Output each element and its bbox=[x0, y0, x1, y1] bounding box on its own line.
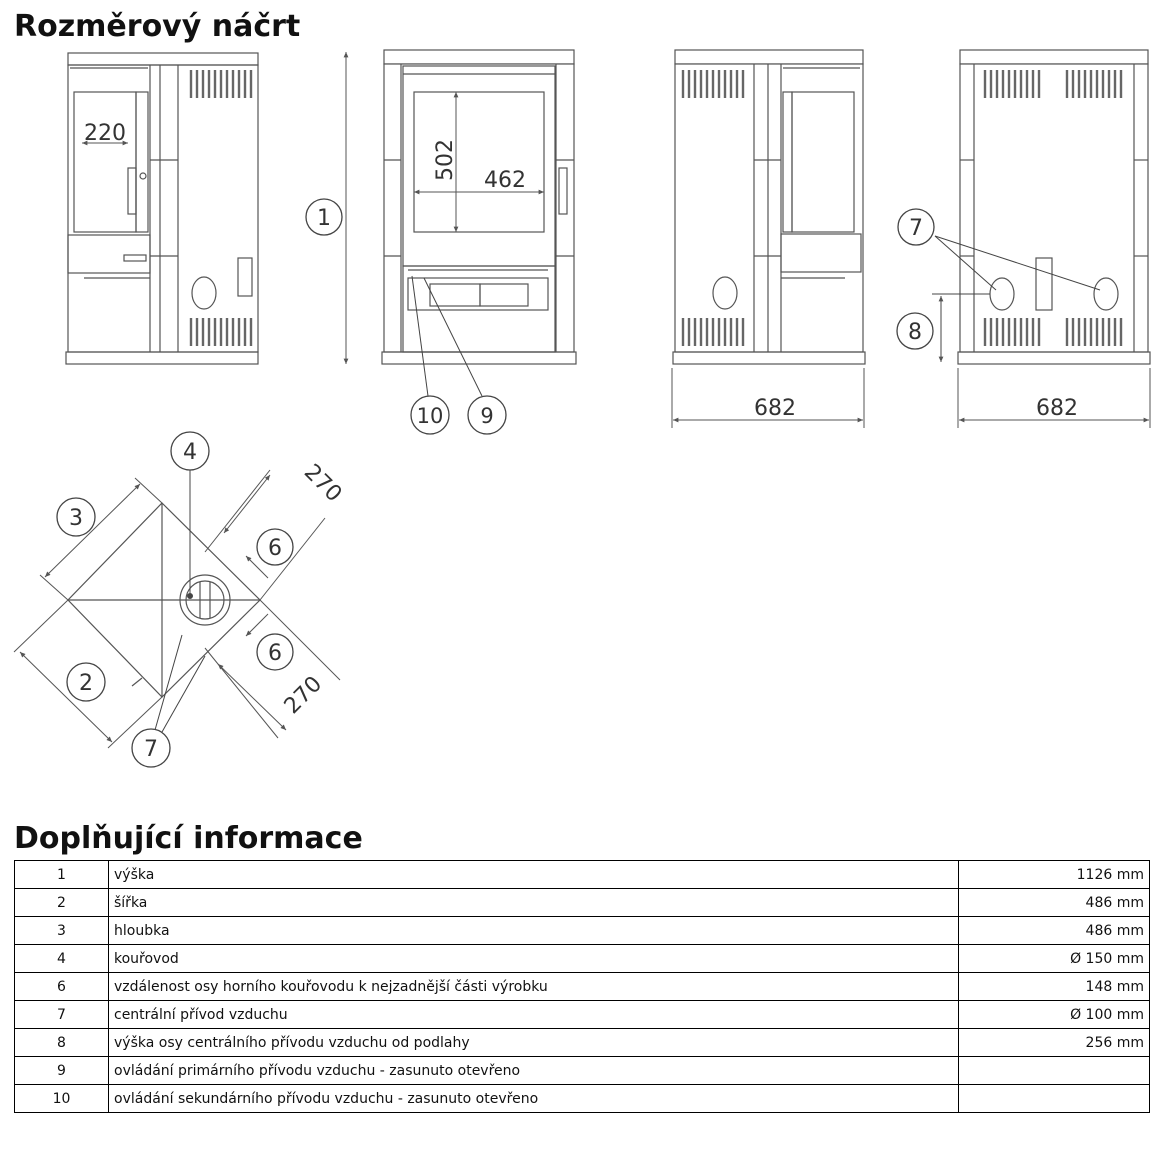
row-value: 486 mm bbox=[959, 917, 1150, 945]
row-number: 7 bbox=[15, 1001, 109, 1029]
callout-3-label: 3 bbox=[69, 506, 83, 531]
dim-270-lower: 270 bbox=[279, 671, 328, 720]
row-label: kouřovod bbox=[109, 945, 959, 973]
dim-270-upper: 270 bbox=[298, 459, 347, 508]
callout-6-upper-label: 6 bbox=[268, 536, 282, 561]
row-value: 1126 mm bbox=[959, 861, 1150, 889]
info-table-body bbox=[15, 861, 1150, 1113]
row-label: ovládání primárního přívodu vzduchu - zasunuto otevřeno bbox=[109, 1057, 959, 1085]
row-value: Ø 150 mm bbox=[959, 945, 1150, 973]
table-row bbox=[15, 1029, 1150, 1057]
dim-682-a: 682 bbox=[754, 396, 796, 421]
row-label: ovládání sekundárního přívodu vzduchu - zasunuto otevřeno bbox=[109, 1085, 959, 1113]
row-value bbox=[959, 1057, 1150, 1085]
dim-220: 220 bbox=[84, 121, 126, 146]
callout-7-top-label: 7 bbox=[144, 737, 158, 762]
row-value: 148 mm bbox=[959, 973, 1150, 1001]
dim-502: 502 bbox=[433, 139, 458, 181]
table-row bbox=[15, 889, 1150, 917]
sketch-heading: Rozměrový náčrt bbox=[14, 9, 301, 44]
row-number: 6 bbox=[15, 973, 109, 1001]
row-label: šířka bbox=[109, 889, 959, 917]
row-number: 9 bbox=[15, 1057, 109, 1085]
row-number: 4 bbox=[15, 945, 109, 973]
callout-7-rear-label: 7 bbox=[909, 216, 923, 241]
row-label: centrální přívod vzduchu bbox=[109, 1001, 959, 1029]
table-row bbox=[15, 1057, 1150, 1085]
row-label: výška osy centrálního přívodu vzduchu od podlahy bbox=[109, 1029, 959, 1057]
info-table bbox=[14, 860, 1150, 1113]
table-row bbox=[15, 861, 1150, 889]
row-label: výška bbox=[109, 861, 959, 889]
row-value: Ø 100 mm bbox=[959, 1001, 1150, 1029]
table-row bbox=[15, 973, 1150, 1001]
row-number: 3 bbox=[15, 917, 109, 945]
table-row bbox=[15, 917, 1150, 945]
front-view bbox=[382, 50, 576, 364]
callout-9-label: 9 bbox=[480, 404, 494, 428]
row-number: 8 bbox=[15, 1029, 109, 1057]
info-heading: Doplňující informace bbox=[14, 821, 363, 856]
row-label: hloubka bbox=[109, 917, 959, 945]
row-value bbox=[959, 1085, 1150, 1113]
callout-4-label: 4 bbox=[183, 440, 197, 465]
row-number: 2 bbox=[15, 889, 109, 917]
dim-462: 462 bbox=[484, 168, 526, 193]
table-row bbox=[15, 1085, 1150, 1113]
side-view-left bbox=[66, 53, 258, 364]
row-number: 1 bbox=[15, 861, 109, 889]
table-row bbox=[15, 1001, 1150, 1029]
dimension-drawing bbox=[0, 40, 1168, 780]
callout-10-label: 10 bbox=[416, 404, 444, 428]
callout-8-label: 8 bbox=[908, 320, 922, 345]
table-row bbox=[15, 945, 1150, 973]
row-value: 256 mm bbox=[959, 1029, 1150, 1057]
dim-682-b: 682 bbox=[1036, 396, 1078, 421]
row-label: vzdálenost osy horního kouřovodu k nejzadnější části výrobku bbox=[109, 973, 959, 1001]
row-number: 10 bbox=[15, 1085, 109, 1113]
callout-6-lower-label: 6 bbox=[268, 641, 282, 666]
callout-2-label: 2 bbox=[79, 671, 93, 696]
callout-1-label: 1 bbox=[317, 206, 331, 231]
row-value: 486 mm bbox=[959, 889, 1150, 917]
